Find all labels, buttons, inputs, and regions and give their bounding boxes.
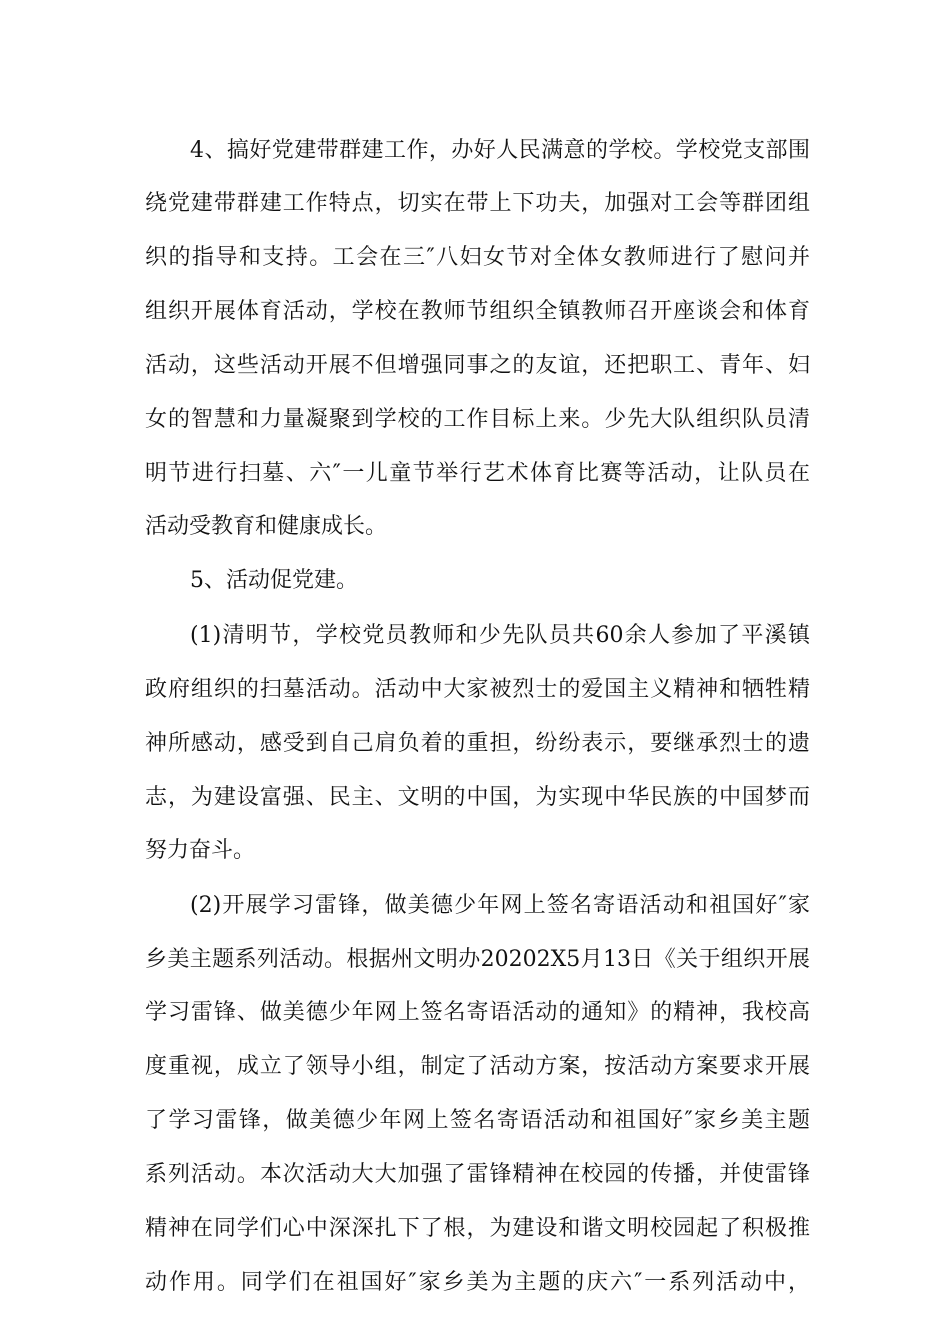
item-1-line-1: (1)清明节，学校党员教师和少先队员共60余人参加了平溪镇 [190,623,810,648]
paragraph-4-line-6: 女的智慧和力量凝聚到学校的工作目标上来。少先大队组织队员清 [145,407,810,432]
section-5-heading: 5、活动促党建。 [190,568,358,593]
item-1-line-3: 神所感动，感受到自己肩负着的重担，纷纷表示，要继承烈士的遗 [145,731,810,756]
item-1-line-5: 努力奋斗。 [145,838,256,863]
paragraph-4-line-7: 明节进行扫墓、六″一儿童节举行艺术体育比赛等活动，让队员在 [145,461,810,486]
item-2-line-7: 精神在同学们心中深深扎下了根，为建设和谐文明校园起了积极推 [145,1216,810,1241]
item-1-line-2: 政府组织的扫墓活动。活动中大家被烈士的爱国主义精神和牺牲精 [145,677,810,702]
item-2-line-3: 学习雷锋、做美德少年网上签名寄语活动的通知》的精神，我校高 [145,1000,810,1025]
paragraph-4-line-1: 4、搞好党建带群建工作，办好人民满意的学校。学校党支部围 [190,138,810,163]
item-2-line-4: 度重视，成立了领导小组，制定了活动方案，按活动方案要求开展 [145,1054,810,1079]
item-1-line-4: 志，为建设富强、民主、文明的中国，为实现中华民族的中国梦而 [145,785,810,810]
item-2-line-6: 系列活动。本次活动大大加强了雷锋精神在校园的传播，并使雷锋 [145,1162,810,1187]
item-2-line-2: 乡美主题系列活动。根据州文明办20202X5月13日《关于组织开展 [145,947,810,972]
paragraph-4-line-5: 活动，这些活动开展不但增强同事之的友谊，还把职工、青年、妇 [145,353,810,378]
paragraph-4-line-3: 织的指导和支持。工会在三″八妇女节对全体女教师进行了慰问并 [145,245,810,270]
paragraph-4-line-4: 组织开展体育活动，学校在教师节组织全镇教师召开座谈会和体育 [145,299,810,324]
item-2-line-5: 了学习雷锋，做美德少年网上签名寄语活动和祖国好″家乡美主题 [145,1108,810,1133]
paragraph-4-line-8: 活动受教育和健康成长。 [145,514,388,539]
paragraph-4-line-2: 绕党建带群建工作特点，切实在带上下功夫，加强对工会等群团组 [145,191,810,216]
item-2-line-8: 动作用。同学们在祖国好″家乡美为主题的庆六″一系列活动中， [145,1270,810,1295]
item-2-line-1: (2)开展学习雷锋，做美德少年网上签名寄语活动和祖国好″家 [190,893,810,918]
